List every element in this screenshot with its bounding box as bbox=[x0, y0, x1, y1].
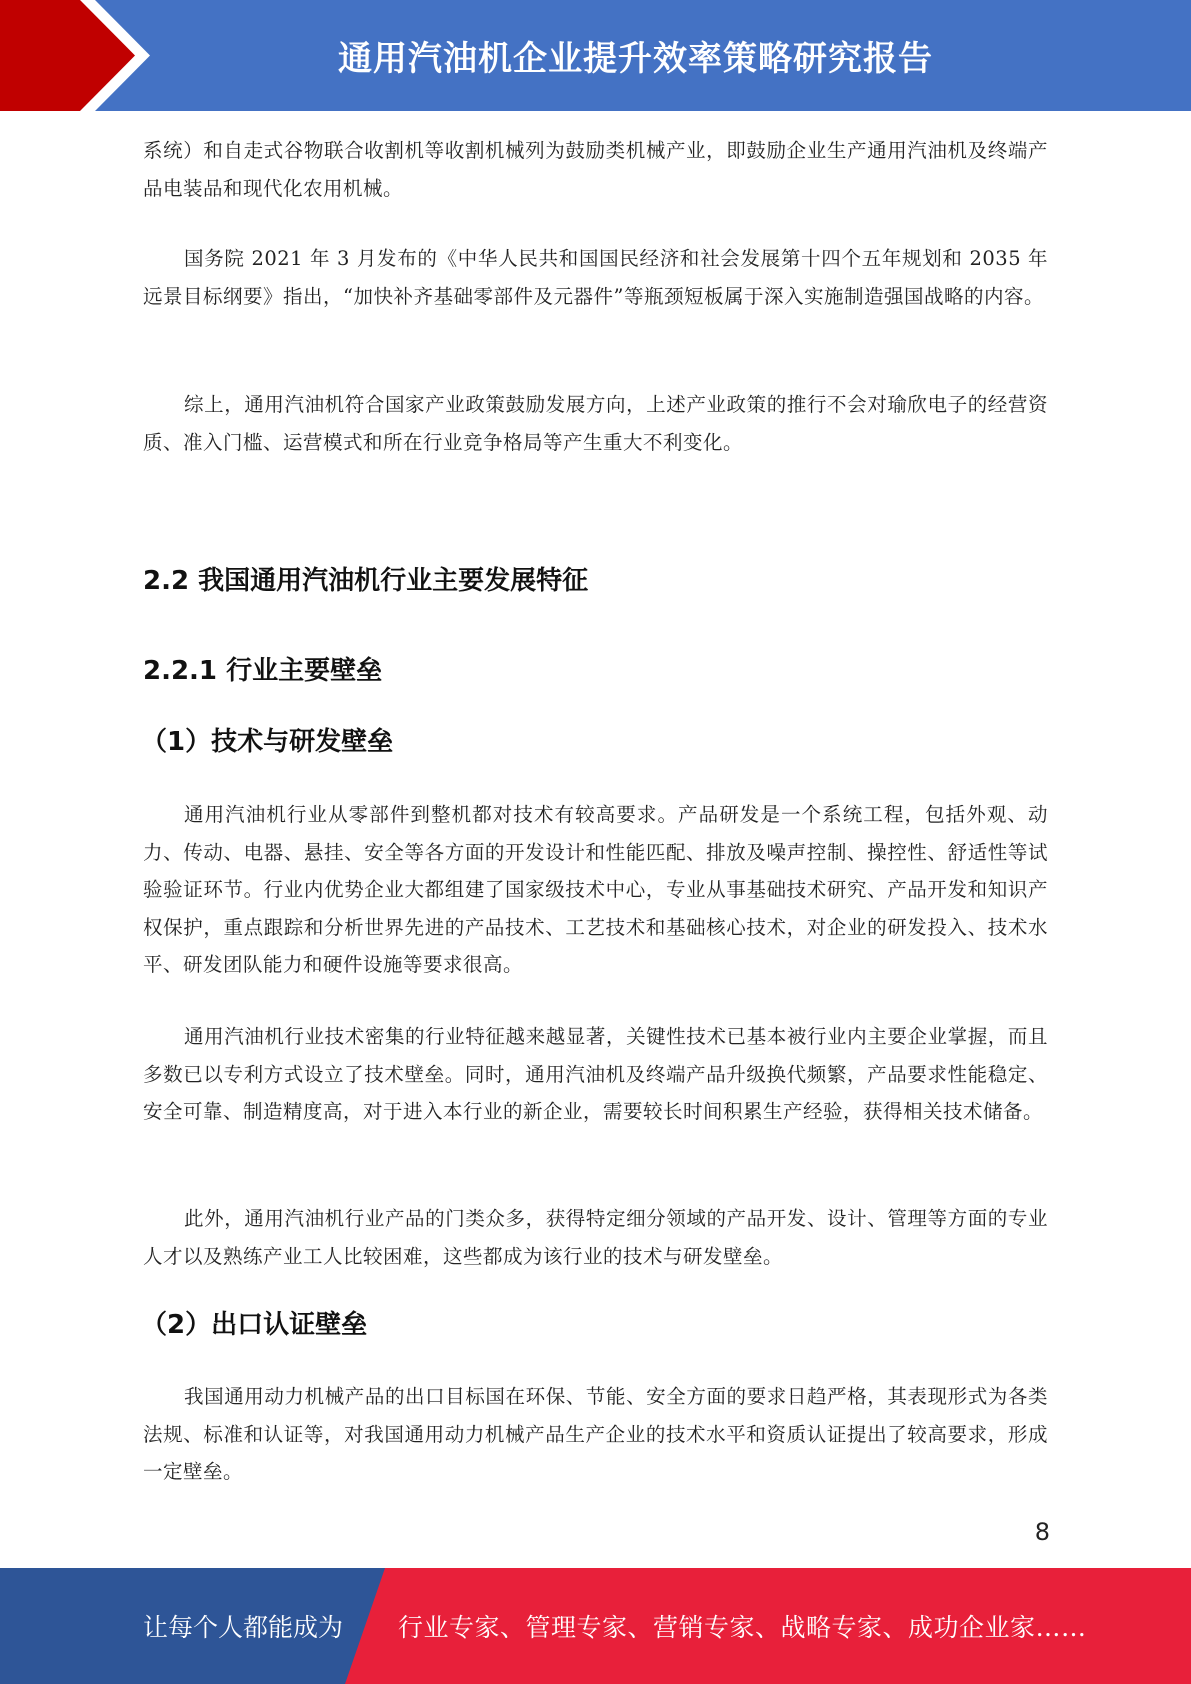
header-arrow-icon bbox=[0, 0, 150, 111]
paragraph: 综上，通用汽油机符合国家产业政策鼓励发展方向，上述产业政策的推行不会对瑜欣电子的经营资质、准入门槛、运营模式和所在行业竞争格局等产生重大不利变化。 bbox=[143, 393, 1048, 454]
footer-banner bbox=[0, 1568, 1191, 1684]
paragraph: 通用汽油机行业技术密集的行业特征越来越显著，关键性技术已基本被行业内主要企业掌握，而且多数已以专利方式设立了技术壁垒。同时，通用汽油机及终端产品升级换代频繁，产品要求性能稳定、安全可靠、制造精度高，对于进入本行业的新企业，需要较长时间积累生产经验，获得相关技术储备。 bbox=[143, 1025, 1048, 1123]
subheading-technology: （1）技术与研发壁垒 bbox=[141, 727, 394, 757]
footer-slogan-right: 行业专家、管理专家、营销专家、战略专家、成功企业家…… bbox=[398, 1613, 1087, 1642]
footer-slogan-left: 让每个人都能成为 bbox=[143, 1613, 344, 1642]
section-heading: 2.2 我国通用汽油机行业主要发展特征 bbox=[143, 566, 589, 596]
paragraph: 系统）和自走式谷物联合收割机等收割机械列为鼓励类机械产业，即鼓励企业生产通用汽油机及终端产品电装品和现代化农用机械。 bbox=[143, 139, 1048, 200]
paragraph: 通用汽油机行业从零部件到整机都对技术有较高要求。产品研发是一个系统工程，包括外观、动力、传动、电器、悬挂、安全等各方面的开发设计和性能匹配、排放及噪声控制、操控性、舒适性等试验验证环节。行业内优势企业大都组建了国家级技术中心，专业从事基础技术研究、产品开发和知识产权保护，重点跟踪和分析世界先进的产品技术、工艺技术和基础核心技术，对企业的研发投入、技术水平、研发团队能力和硬件设施等要求很高。 bbox=[143, 803, 1048, 976]
document-title: 通用汽油机企业提升效率策略研究报告 bbox=[338, 39, 933, 79]
paragraph: 此外，通用汽油机行业产品的门类众多，获得特定细分领域的产品开发、设计、管理等方面的专业人才以及熟练产业工人比较困难，这些都成为该行业的技术与研发壁垒。 bbox=[143, 1207, 1048, 1268]
subheading-export: （2）出口认证壁垒 bbox=[141, 1310, 368, 1340]
subsection-heading: 2.2.1 行业主要壁垒 bbox=[143, 656, 383, 686]
paragraph: 我国通用动力机械产品的出口目标国在环保、节能、安全方面的要求日趋严格，其表现形式为各类法规、标准和认证等，对我国通用动力机械产品生产企业的技术水平和资质认证提出了较高要求，形成一定壁垒。 bbox=[143, 1385, 1048, 1483]
header-banner bbox=[0, 0, 1191, 111]
paragraph: 国务院 2021 年 3 月发布的《中华人民共和国国民经济和社会发展第十四个五年规划和 2035 年远景目标纲要》指出，“加快补齐基础零部件及元器件”等瓶颈短板属于深入实施制造强国战略的内容。 bbox=[143, 247, 1048, 308]
page-number: 8 bbox=[1034, 1518, 1050, 1546]
